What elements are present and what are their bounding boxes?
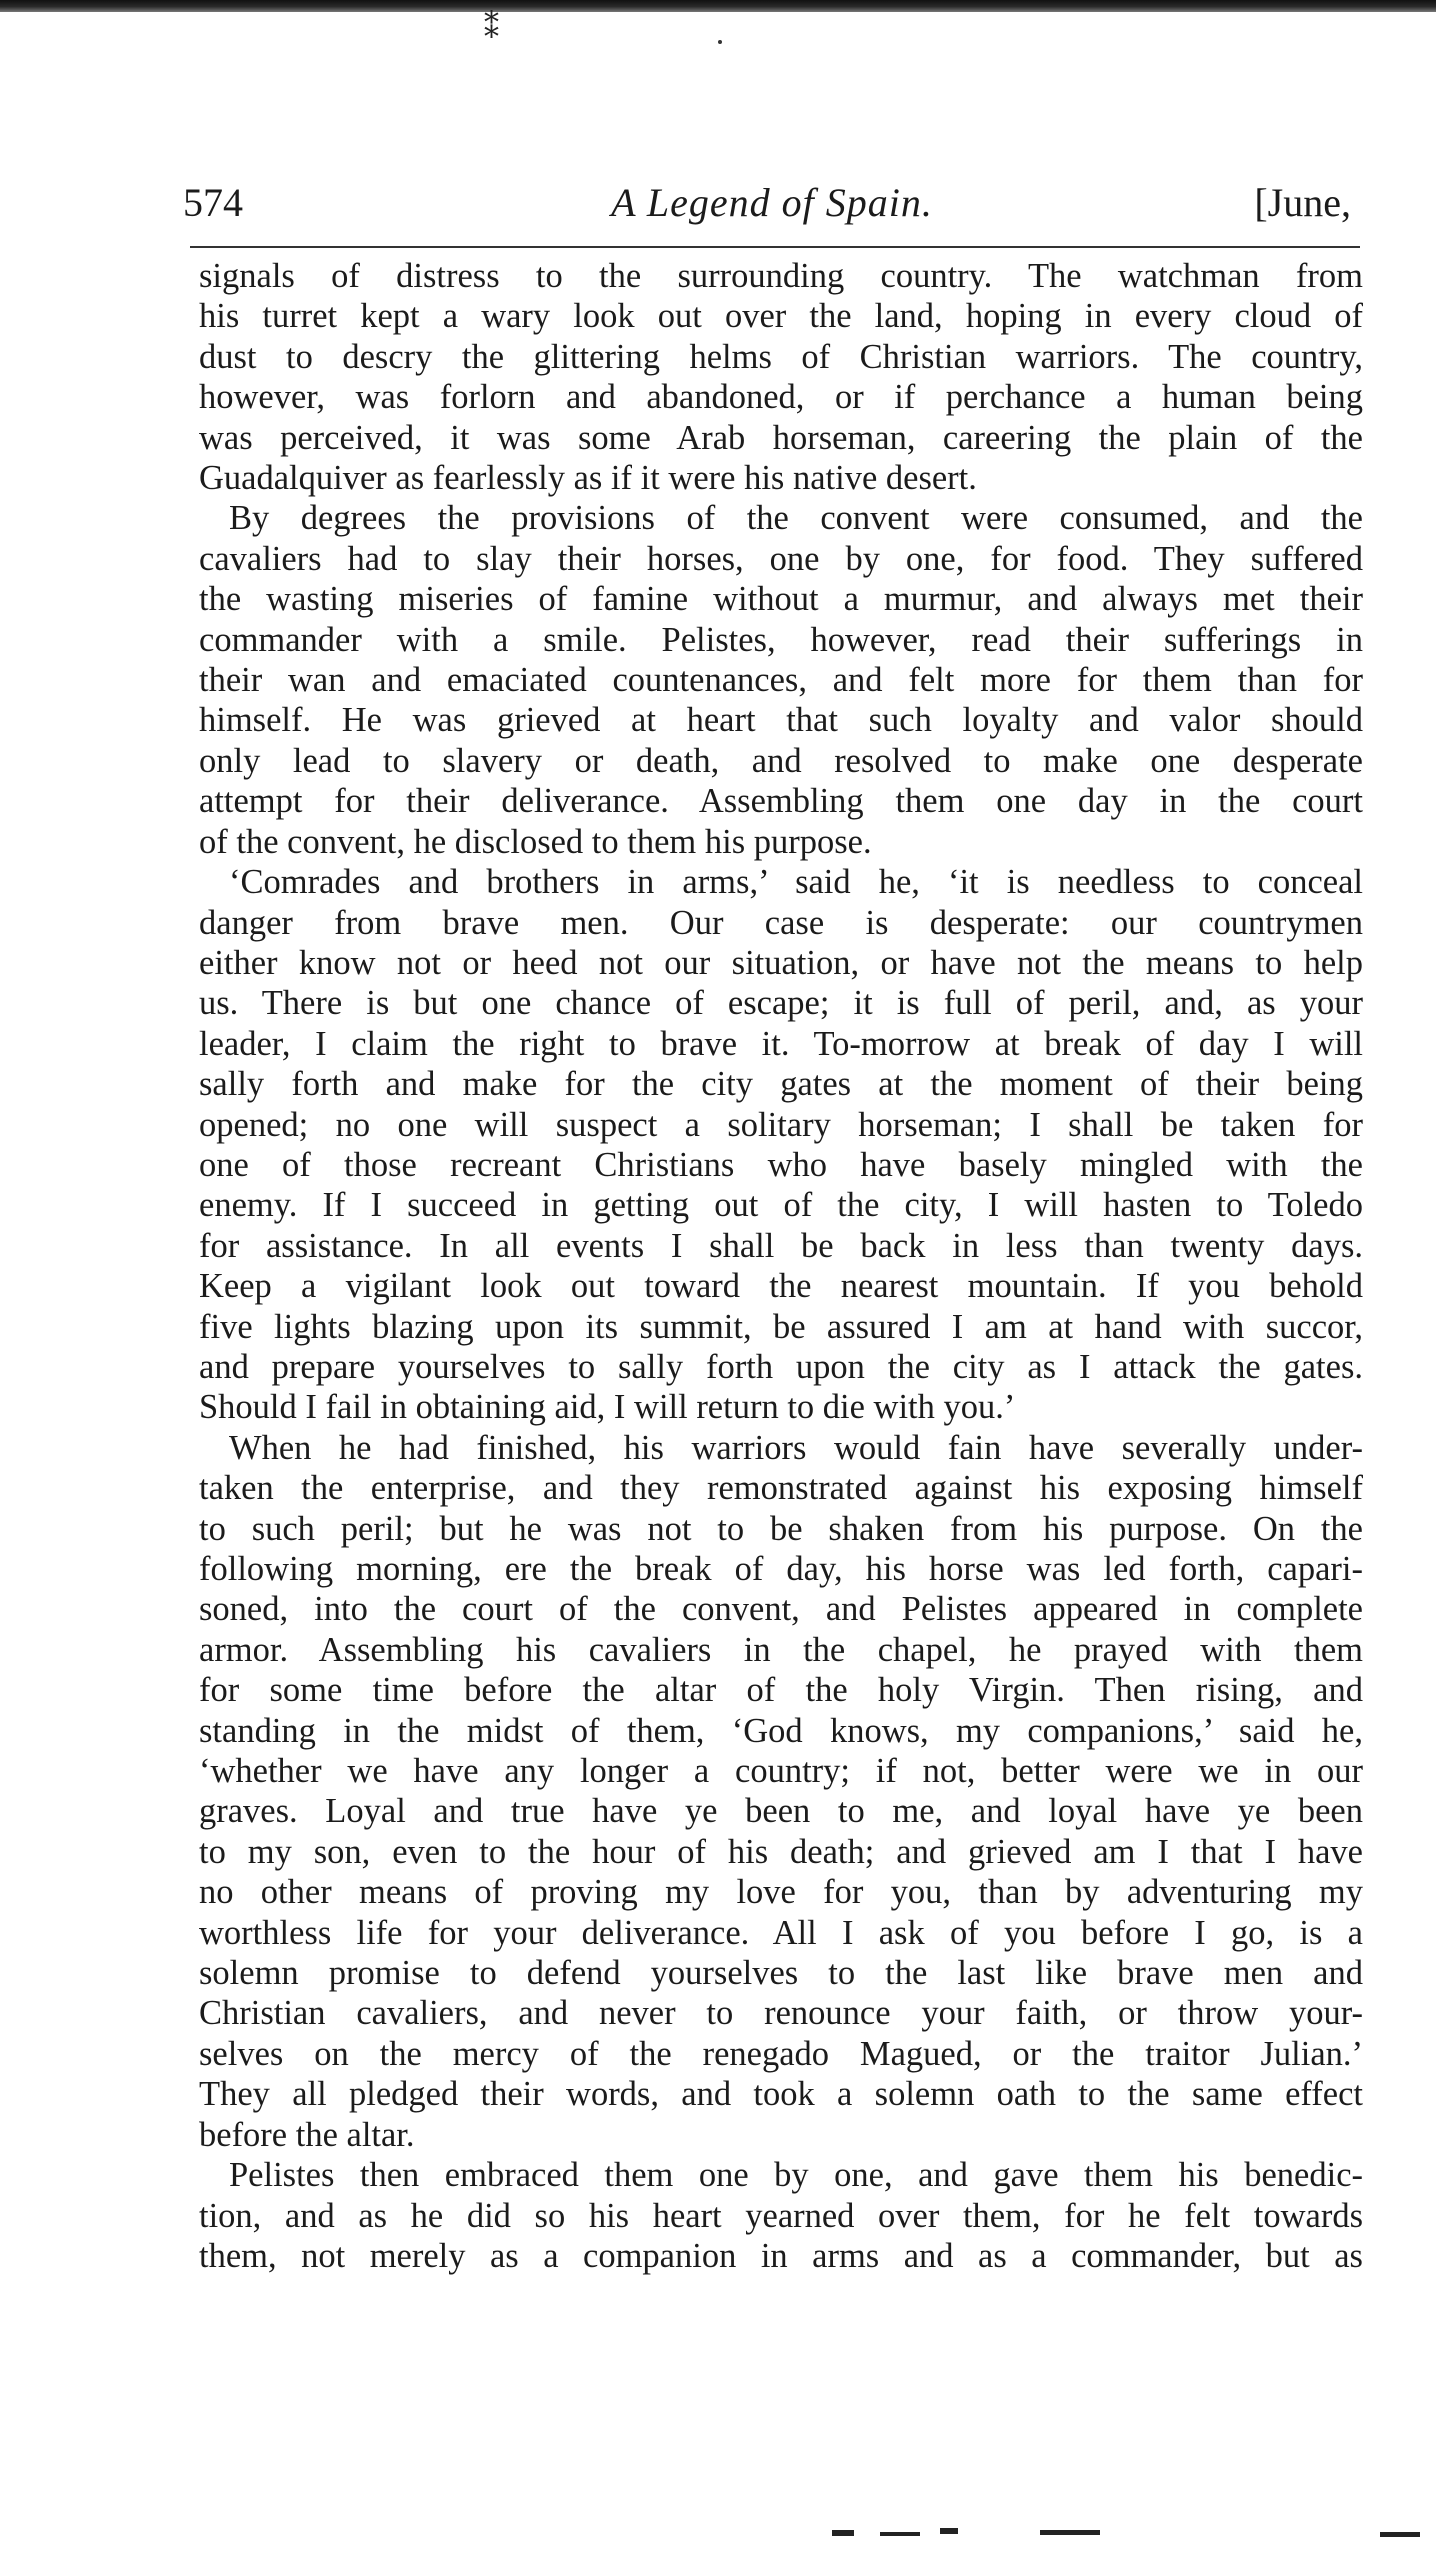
text-line: taken the enterprise, and they remonstrated against his exposing himself: [199, 1469, 1363, 1508]
text-line: Guadalquiver as fearlessly as if it were his native desert.: [199, 459, 977, 498]
text-line: graves. Loyal and true have ye been to me, and loyal have ye been: [199, 1792, 1363, 1831]
text-line: When he had finished, his warriors would fain have severally under-: [229, 1428, 1363, 1467]
text-line: them, not merely as a companion in arms and as a commander, but as: [199, 2236, 1363, 2275]
text-line: They all pledged their words, and took a solemn oath to the same effect: [199, 2075, 1363, 2114]
text-line: worthless life for your deliverance. All I ask of you before I go, is a: [199, 1913, 1363, 1952]
text-line: Keep a vigilant look out toward the nearest mountain. If you behold: [199, 1267, 1363, 1306]
text-line: only lead to slavery or death, and resolved to make one desperate: [199, 741, 1363, 780]
text-line: their wan and emaciated countenances, and felt more for them than for: [199, 661, 1363, 700]
ink-dot-mark: [718, 40, 722, 44]
text-line: his turret kept a wary look out over the land, hoping in every cloud of: [199, 297, 1363, 336]
text-line: five lights blazing upon its summit, be assured I am at hand with succor,: [199, 1307, 1363, 1346]
page-month: [June,: [1254, 180, 1351, 225]
text-line: dust to descry the glittering helms of Christian warriors. The country,: [199, 337, 1363, 376]
text-line: Pelistes then embraced them one by one, and gave them his benedic-: [229, 2156, 1363, 2195]
running-head: [183, 173, 1361, 233]
text-line: leader, I claim the right to brave it. To-morrow at break of day I will: [199, 1024, 1363, 1063]
text-line: following morning, ere the break of day, his horse was led forth, capari-: [199, 1550, 1363, 1588]
header-rule: [190, 246, 1360, 248]
text-line: us. There is but one chance of escape; it is full of peril, and, as your: [199, 984, 1363, 1023]
text-line: either know not or heed not our situation, or have not the means to help: [199, 943, 1363, 982]
text-line: was perceived, it was some Arab horseman, careering the plain of the: [199, 418, 1363, 457]
text-line: ‘Comrades and brothers in arms,’ said he, ‘it is needless to conceal: [229, 863, 1363, 902]
text-line: the wasting miseries of famine without a murmur, and always met their: [199, 580, 1363, 619]
bottom-ink-marks: [0, 2520, 1436, 2550]
text-line: opened; no one will suspect a solitary horseman; I shall be taken for: [199, 1105, 1363, 1144]
text-line: danger from brave men. Our case is desperate: our countrymen: [199, 903, 1363, 942]
text-line: however, was forlorn and abandoned, or if perchance a human being: [199, 378, 1363, 417]
text-line: one of those recreant Christians who have basely mingled with the: [199, 1145, 1363, 1184]
text-line: to my son, even to the hour of his death; and grieved am I that I have: [199, 1832, 1363, 1871]
text-line: ‘whether we have any longer a country; if not, better were we in our: [199, 1752, 1363, 1791]
text-line: for some time before the altar of the holy Virgin. Then rising, and: [199, 1671, 1363, 1710]
text-line: cavaliers had to slay their horses, one by one, for food. They suffered: [199, 539, 1363, 578]
text-line: for assistance. In all events I shall be back in less than twenty days.: [199, 1226, 1363, 1265]
text-line: before the altar.: [199, 2115, 415, 2154]
paragraph: [199, 862, 1363, 1428]
text-line: Should I fail in obtaining aid, I will return to die with you.’: [199, 1388, 1016, 1427]
text-line: By degrees the provisions of the convent were consumed, and the: [229, 499, 1363, 538]
text-line: enemy. If I succeed in getting out of the city, I will hasten to Toledo: [199, 1186, 1363, 1225]
page-number: 574: [183, 180, 243, 225]
body-text: [199, 256, 1363, 2276]
page-top-edge: [0, 0, 1436, 12]
text-line: standing in the midst of them, ‘God knows, my companions,’ said he,: [199, 1711, 1363, 1750]
text-line: solemn promise to defend yourselves to the last like brave men and: [199, 1954, 1363, 1993]
text-line: armor. Assembling his cavaliers in the chapel, he prayed with them: [199, 1630, 1363, 1669]
text-line: himself. He was grieved at heart that such loyalty and valor should: [199, 701, 1363, 740]
paragraph: [199, 1428, 1363, 2155]
text-line: of the convent, he disclosed to them his purpose.: [199, 822, 872, 861]
text-line: Christian cavaliers, and never to renounce your faith, or throw your-: [199, 1994, 1363, 2033]
text-line: soned, into the court of the convent, and Pelistes appeared in complete: [199, 1590, 1363, 1629]
paragraph: [199, 256, 1363, 498]
paragraph: [199, 2155, 1363, 2276]
paragraph: [199, 498, 1363, 862]
text-line: sally forth and make for the city gates at the moment of their being: [199, 1065, 1363, 1104]
text-line: to such peril; but he was not to be shaken from his purpose. On the: [199, 1509, 1363, 1548]
text-line: attempt for their deliverance. Assembling them one day in the court: [199, 782, 1363, 821]
text-line: no other means of proving my love for you, than by adventuring my: [199, 1873, 1363, 1912]
text-line: commander with a smile. Pelistes, however, read their sufferings in: [199, 620, 1363, 659]
text-line: signals of distress to the surrounding country. The watchman from: [199, 257, 1363, 295]
text-line: and prepare yourselves to sally forth upon the city as I attack the gates.: [199, 1347, 1363, 1386]
page-title: A Legend of Spain.: [611, 180, 933, 225]
text-line: tion, and as he did so his heart yearned over them, for he felt towards: [199, 2196, 1363, 2235]
text-line: selves on the mercy of the renegado Magued, or the traitor Julian.’: [199, 2034, 1363, 2073]
ink-speck-mark: ⁑: [484, 12, 499, 45]
